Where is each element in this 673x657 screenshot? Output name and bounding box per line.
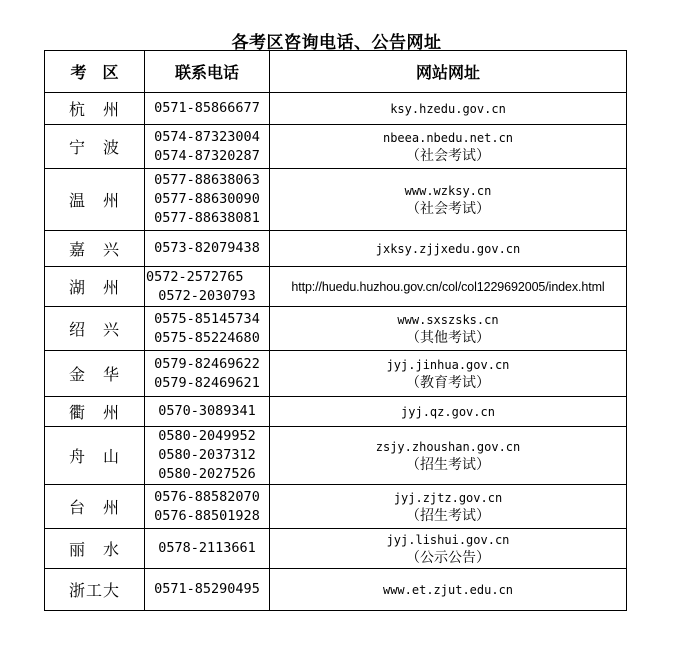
phone-number: 0580-2037312 (158, 447, 256, 463)
table-row (45, 397, 627, 427)
phone-number: 0570-3089341 (158, 403, 256, 419)
phone-cell (145, 93, 270, 125)
site-note: （公示公告） (406, 549, 490, 566)
area-cell: 温 州 (45, 169, 145, 231)
phone-cell (145, 397, 270, 427)
site-url[interactable]: www.et.zjut.edu.cn (382, 582, 514, 597)
table-header-row (45, 51, 627, 93)
phone-number: 0575-85224680 (154, 329, 260, 346)
phone-number: 0571-85866677 (154, 100, 260, 116)
table-row (45, 93, 627, 125)
site-note: （招生考试） (406, 507, 490, 524)
phone-cell (145, 267, 270, 307)
area-cell: 杭 州 (45, 93, 145, 125)
area-cell: 湖 州 (45, 267, 145, 307)
area-cell: 台 州 (45, 485, 145, 529)
area-cell: 嘉 兴 (45, 231, 145, 267)
area-cell: 浙工大 (45, 569, 145, 611)
site-cell (270, 231, 627, 267)
phone-number: 0572-2572765 (146, 268, 244, 285)
site-url[interactable]: jyj.zjtz.gov.cn (393, 490, 503, 505)
header-phone: 联系电话 (145, 51, 270, 93)
site-url[interactable]: jyj.qz.gov.cn (401, 404, 495, 419)
phone-cell (145, 231, 270, 267)
table-row (45, 169, 627, 231)
table-row (45, 427, 627, 485)
site-cell (270, 93, 627, 125)
table-row (45, 529, 627, 569)
site-url[interactable]: jyj.lishui.gov.cn (386, 532, 510, 547)
table-row (45, 231, 627, 267)
site-url[interactable]: nbeea.nbedu.net.cn (382, 130, 514, 145)
phone-cell (145, 307, 270, 351)
phone-cell (145, 485, 270, 529)
table-row (45, 485, 627, 529)
phone-number: 0576-88582070 (154, 488, 260, 505)
phone-number: 0575-85145734 (154, 310, 260, 327)
site-url[interactable]: ksy.hzedu.gov.cn (390, 101, 506, 116)
table-row (45, 307, 627, 351)
site-cell (270, 307, 627, 351)
site-cell (270, 485, 627, 529)
phone-number: 0574-87320287 (154, 147, 260, 164)
site-cell (270, 267, 627, 307)
phone-cell (145, 351, 270, 397)
area-cell: 宁 波 (45, 125, 145, 169)
site-cell (270, 569, 627, 611)
table-row (45, 125, 627, 169)
site-cell (270, 169, 627, 231)
site-note: （招生考试） (406, 456, 490, 473)
phone-number: 0574-87323004 (154, 128, 260, 145)
area-cell: 衢 州 (45, 397, 145, 427)
site-url[interactable]: http://huedu.huzhou.gov.cn/col/col1229692005/index.html (291, 279, 605, 294)
site-note: （教育考试） (406, 374, 490, 391)
site-cell (270, 125, 627, 169)
table-row (45, 569, 627, 611)
site-note: （其他考试） (406, 329, 490, 346)
header-area: 考 区 (45, 51, 145, 93)
site-cell (270, 427, 627, 485)
area-cell: 金 华 (45, 351, 145, 397)
site-cell (270, 529, 627, 569)
phone-number: 0571-85290495 (154, 581, 260, 597)
phone-cell (145, 427, 270, 485)
site-url[interactable]: zsjy.zhoushan.gov.cn (375, 439, 521, 454)
site-url[interactable]: www.sxszsks.cn (397, 312, 499, 327)
site-note: （社会考试） (406, 147, 490, 164)
site-note: （社会考试） (406, 200, 490, 217)
site-url[interactable]: jyj.jinhua.gov.cn (386, 357, 510, 372)
phone-number: 0579-82469621 (154, 374, 260, 391)
phone-number: 0580-2049952 (158, 428, 256, 444)
phone-number: 0572-2030793 (158, 287, 256, 304)
phone-number: 0578-2113661 (158, 540, 256, 556)
phone-cell (145, 169, 270, 231)
phone-number: 0579-82469622 (154, 355, 260, 372)
area-cell: 丽 水 (45, 529, 145, 569)
site-url[interactable]: jxksy.zjjxedu.gov.cn (375, 241, 521, 256)
phone-cell (145, 125, 270, 169)
phone-cell (145, 529, 270, 569)
table-body (45, 93, 627, 611)
phone-cell (145, 569, 270, 611)
site-url[interactable]: www.wzksy.cn (404, 183, 492, 198)
phone-number: 0577-88638081 (154, 210, 260, 226)
area-cell: 绍 兴 (45, 307, 145, 351)
site-cell (270, 351, 627, 397)
table-row (45, 351, 627, 397)
phone-number: 0576-88501928 (154, 507, 260, 524)
phone-number: 0577-88638063 (154, 172, 260, 188)
contact-table (44, 50, 627, 611)
phone-number: 0573-82079438 (154, 240, 260, 256)
table-row (45, 267, 627, 307)
phone-number: 0580-2027526 (158, 466, 256, 482)
site-cell (270, 397, 627, 427)
header-site: 网站网址 (270, 51, 627, 93)
phone-number: 0577-88630090 (154, 191, 260, 207)
document-title: 各考区咨询电话、公告网址 (231, 33, 442, 53)
area-cell: 舟 山 (45, 427, 145, 485)
